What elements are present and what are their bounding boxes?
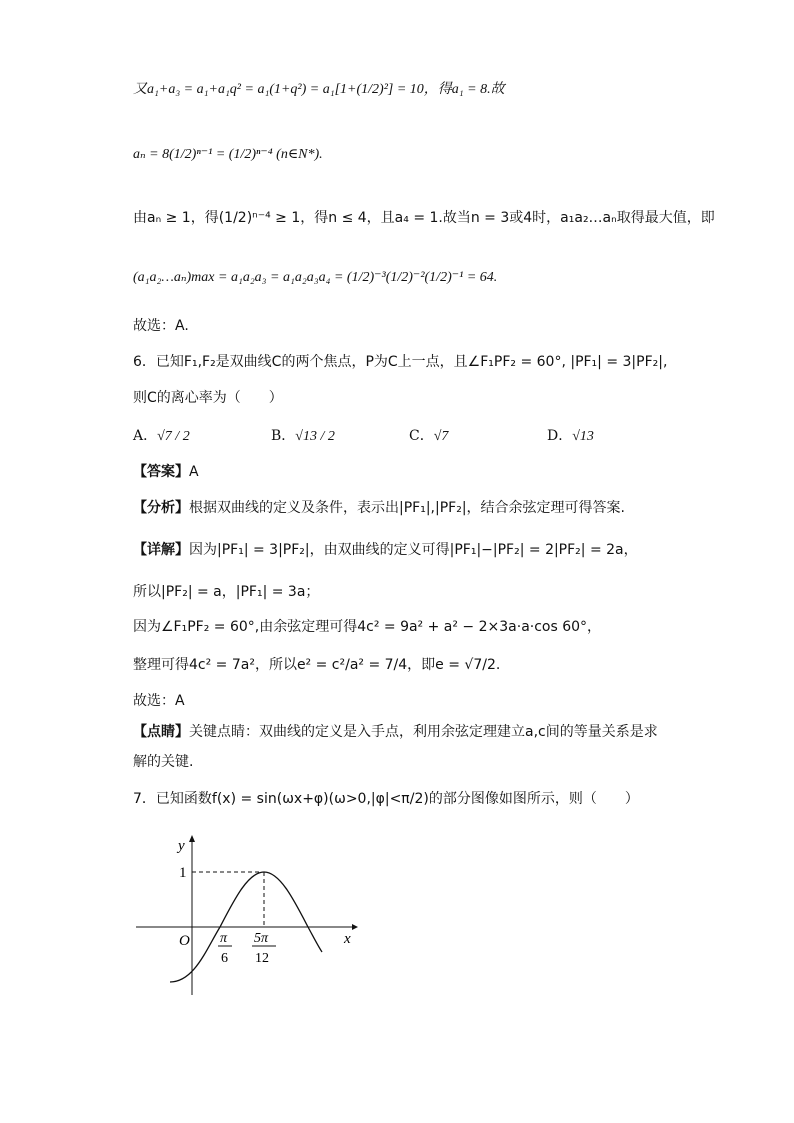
option-b-value: √13 / 2	[295, 429, 335, 444]
comment-continuation: 解的关键.	[133, 754, 194, 770]
detail-line-1: 所以|PF₂| = a，|PF₁| = 3a；	[133, 584, 320, 600]
solution-line-1: 又a₁+a₃ = a₁+a₁q² = a₁(1+q²) = a₁[1+(1/2)²] = 10，得a₁ = 8.故	[133, 82, 505, 97]
question-6-prompt: 则C的离心率为（ ）	[133, 390, 283, 406]
x-tick-pi6-numerator: π	[220, 931, 228, 946]
x-tick-5pi12-denominator: 12	[255, 951, 269, 966]
comment-line	[133, 722, 658, 742]
answer-tag: 【答案】	[133, 464, 189, 480]
x-tick-5pi12-numerator: 5π	[254, 931, 269, 946]
y-axis-label: y	[178, 838, 185, 854]
x-axis-label: x	[344, 931, 351, 947]
answer-text: A	[189, 464, 199, 480]
detail-line-2: 因为∠F₁PF₂ = 60°,由余弦定理可得4c² = 9a² + a² − 2×3a·a·cos 60°，	[133, 619, 602, 635]
question-7-stem: 7．已知函数f(x) = sin(ωx+φ)(ω>0,|φ|<π/2)的部分图像如图所示，则（ ）	[133, 791, 639, 807]
analysis-line	[133, 498, 625, 518]
option-a-value: √7 / 2	[157, 429, 190, 444]
question-6-stem: 6．已知F₁,F₂是双曲线C的两个焦点，P为C上一点，且∠F₁PF₂ = 60°, |PF₁| = 3|PF₂|,	[133, 354, 668, 370]
origin-label: O	[179, 933, 190, 949]
y-tick-one: 1	[179, 865, 187, 881]
detail-line-3: 整理可得4c² = 7a²，所以e² = c²/a² = 7/4，即e = √7/2.	[133, 657, 501, 673]
option-d-letter: D．	[547, 428, 573, 444]
detail-tag: 【详解】	[133, 542, 189, 558]
option-c-value: √7	[433, 429, 449, 444]
x-axis-arrow	[352, 924, 358, 930]
option-a-letter: A．	[133, 428, 158, 444]
option-d-value: √13	[572, 429, 594, 444]
option-c	[409, 425, 448, 445]
option-c-letter: C．	[409, 428, 434, 444]
analysis-text: 根据双曲线的定义及条件，表示出|PF₁|,|PF₂|，结合余弦定理可得答案.	[189, 500, 625, 516]
option-a	[133, 425, 190, 445]
detail-line	[133, 540, 638, 560]
y-axis-arrow	[189, 835, 195, 842]
comment-text: 关键点睛：双曲线的定义是入手点，利用余弦定理建立a,c间的等量关系是求	[189, 724, 658, 740]
answer-line	[133, 462, 199, 482]
comment-tag: 【点睛】	[133, 724, 189, 740]
detail-text: 因为|PF₁| = 3|PF₂|，由双曲线的定义可得|PF₁|−|PF₂| = 2|PF₂| = 2a，	[189, 542, 638, 558]
solution-conclusion: 故选：A.	[133, 318, 189, 334]
x-tick-pi6-denominator: 6	[221, 951, 228, 966]
option-b	[271, 425, 335, 445]
detail-line-4: 故选：A	[133, 693, 185, 709]
solution-line-4: (a₁a₂…aₙ)max = a₁a₂a₃ = a₁a₂a₃a₄ = (1/2)⁻³(1/2)⁻²(1/2)⁻¹ = 64.	[133, 270, 498, 285]
solution-line-3: 由aₙ ≥ 1，得(1/2)ⁿ⁻⁴ ≥ 1，得n ≤ 4，且a₄ = 1.故当n = 3或4时，a₁a₂…aₙ取得最大值，即	[133, 210, 715, 226]
sine-graph	[130, 830, 370, 1000]
option-d	[547, 425, 594, 445]
solution-line-2: aₙ = 8(1/2)ⁿ⁻¹ = (1/2)ⁿ⁻⁴ (n∈N*).	[133, 147, 323, 162]
analysis-tag: 【分析】	[133, 500, 189, 516]
option-b-letter: B．	[271, 428, 296, 444]
